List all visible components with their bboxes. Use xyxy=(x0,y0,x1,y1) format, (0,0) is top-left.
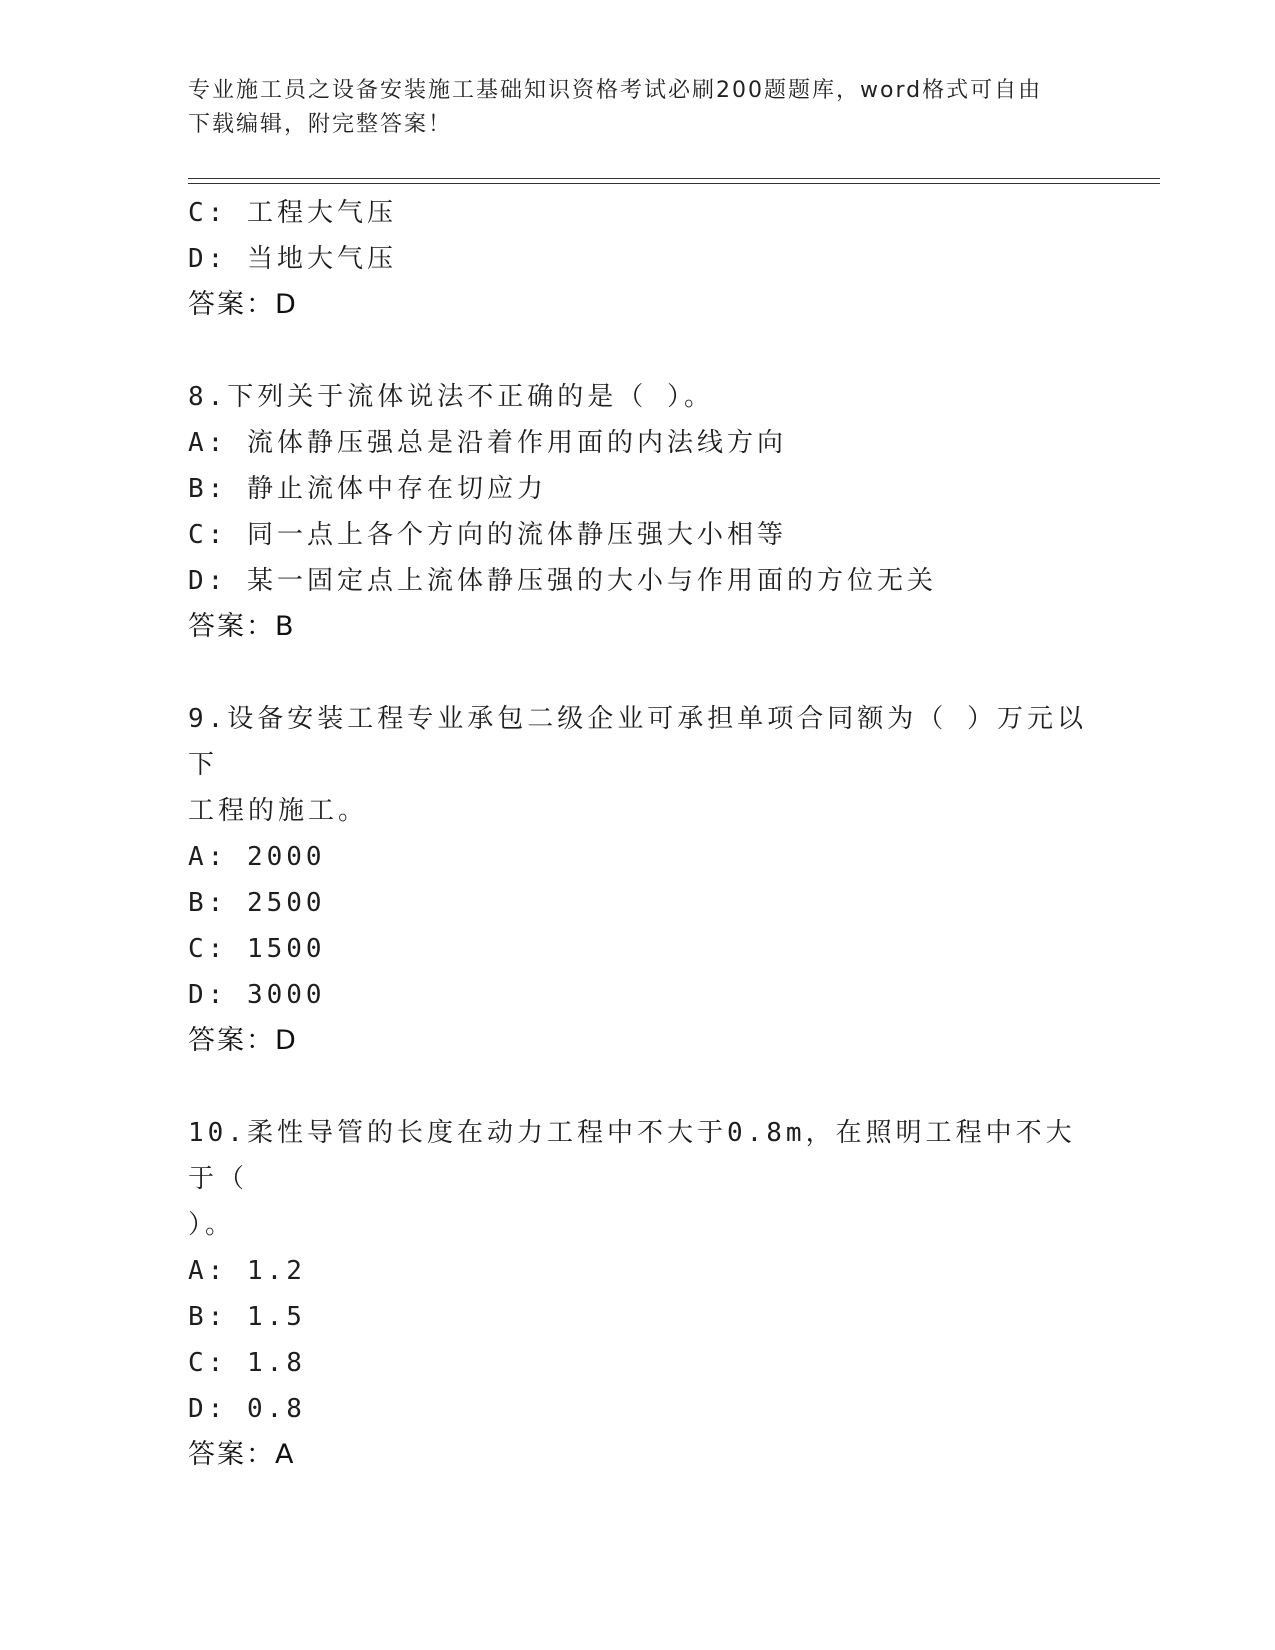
question-8 xyxy=(188,374,1088,650)
option-c: C: 工程大气压 xyxy=(188,198,397,228)
option-b: B: 静止流体中存在切应力 xyxy=(188,474,547,504)
question-title-line-1: 10.柔性导管的长度在动力工程中不大于0.8m，在照明工程中不大于（ xyxy=(188,1118,1076,1194)
answer-line: 答案：B xyxy=(188,611,296,642)
spacer xyxy=(188,1064,1088,1110)
option-a: A: 2000 xyxy=(188,842,326,872)
answer-line: 答案：A xyxy=(188,1439,296,1470)
question-title-line-1: 9.设备安装工程专业承包二级企业可承担单项合同额为（ ）万元以下 xyxy=(188,704,1087,780)
spacer xyxy=(188,650,1088,696)
answer-line: 答案：D xyxy=(188,289,298,320)
header-divider-bottom xyxy=(188,183,1160,184)
spacer xyxy=(188,328,1088,374)
option-d: D: 某一固定点上流体静压强的大小与作用面的方位无关 xyxy=(188,566,937,596)
question-content xyxy=(188,190,1088,1478)
option-b: B: 1.5 xyxy=(188,1302,306,1332)
answer-line: 答案：D xyxy=(188,1025,298,1056)
option-a: A: 流体静压强总是沿着作用面的内法线方向 xyxy=(188,428,787,458)
question-title-line-2: ）。 xyxy=(188,1210,236,1240)
option-c: C: 1.8 xyxy=(188,1348,306,1378)
document-header xyxy=(188,74,1088,142)
option-b: B: 2500 xyxy=(188,888,326,918)
option-d: D: 当地大气压 xyxy=(188,244,397,274)
header-line-1: 专业施工员之设备安装施工基础知识资格考试必刷200题题库，word格式可自由 xyxy=(188,78,1043,103)
option-c: C: 同一点上各个方向的流体静压强大小相等 xyxy=(188,520,787,550)
option-d: D: 3000 xyxy=(188,980,326,1010)
header-line-2: 下载编辑，附完整答案！ xyxy=(188,112,453,137)
option-c: C: 1500 xyxy=(188,934,326,964)
header-divider-top xyxy=(188,178,1160,179)
question-fragment xyxy=(188,190,1088,328)
question-title-line-2: 工程的施工。 xyxy=(188,796,369,826)
option-a: A: 1.2 xyxy=(188,1256,306,1286)
question-title: 8.下列关于流体说法不正确的是（ ）。 xyxy=(188,382,714,412)
question-9 xyxy=(188,696,1088,1064)
question-10 xyxy=(188,1110,1088,1478)
option-d: D: 0.8 xyxy=(188,1394,306,1424)
